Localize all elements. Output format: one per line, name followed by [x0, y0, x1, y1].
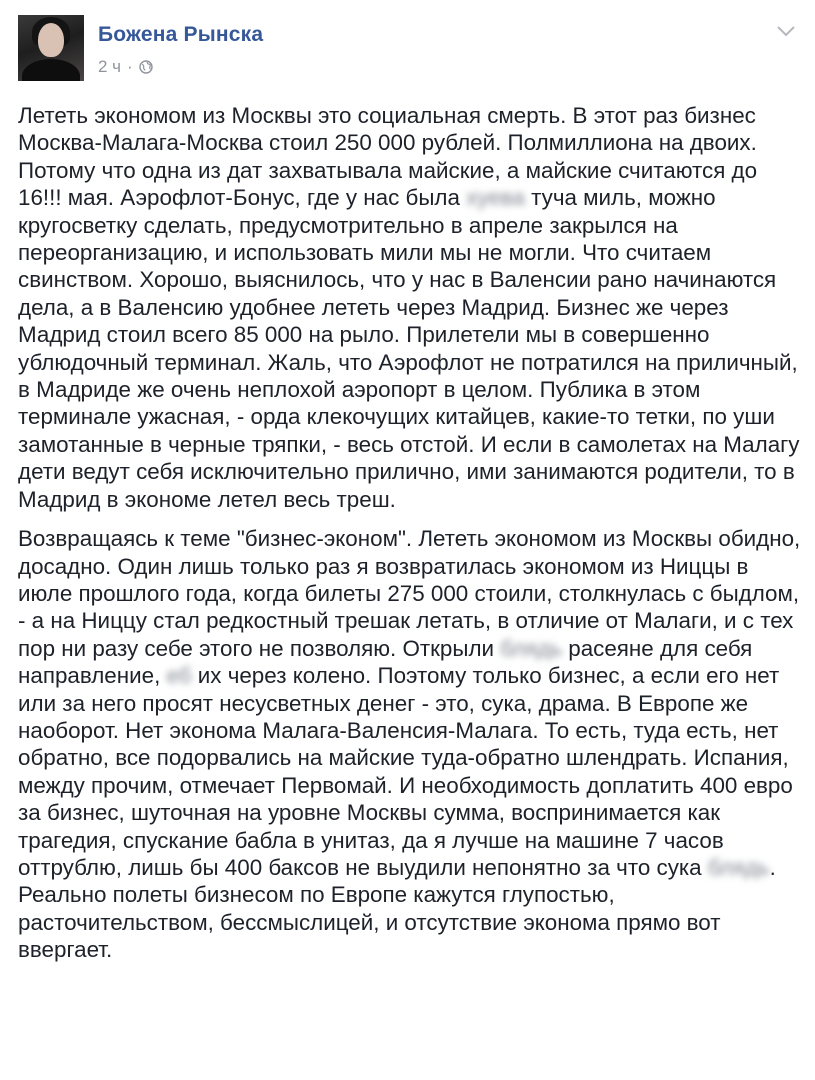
text-segment: . Реально полеты бизнесом по Европе кажутся глупостью, расточительством, бессмыслицей, и отсутствие эконома прямо вот ввергает. — [18, 854, 776, 963]
post-text — [18, 102, 803, 976]
meta-separator: · — [127, 57, 133, 76]
post-meta — [98, 57, 153, 77]
blurred-word: хуева — [466, 185, 525, 211]
post-timestamp[interactable]: 2 ч — [98, 57, 122, 76]
text-segment: их через колено. Поэтому только бизнес, а если его нет или за него просят несусветных денег - это, сука, драма. В Европе же наоборот. Нет эконома Малага-Валенсия-Малага. То есть, туда есть, нет обратно, все подорвались на майские туда-обратно шлендрать. Испания, между прочим, отмечает Первомай. И необходимость доплатить 400 евро за бизнес, шуточная на уровне Москвы сумма, воспринимается как трагедия, спускание бабла в унитаз, да я лучше на машине 7 часов оттрублю, лишь бы 400 баксов не выудили непонятно за что сука — [18, 663, 793, 880]
text-segment: туча миль, можно кругосветку сделать, предусмотрительно в апреле закрылся на переорганизацию, и использовать мили мы не могли. Что считаем свинством. Хорошо, выяснилось, что у нас в Валенсии рано начинаются дела, а в Валенсию удобнее лететь через Мадрид. Бизнес же через Мадрид стоил всего 85 000 на рыло. Прилетели мы в совершенно ублюдочный терминал. Жаль, что Аэрофлот не потратился на приличный, в Мадриде же очень неплохой аэропорт в целом. Публика в этом терминале ужасная, - орда клекочущих китайцев, какие-то тетки, по уши замотанные в черные тряпки, - весь отстой. И если в самолетах на Малагу дети ведут себя исключительно прилично, ими занимаются родители, то в Мадрид в экономе летел весь треш. — [18, 185, 800, 512]
author-name-link[interactable]: Божена Рынска — [98, 23, 264, 46]
post-paragraph — [18, 525, 803, 964]
post-paragraph — [18, 102, 803, 513]
text-segment: Лететь экономом из Москвы это социальная смерть. В этот раз бизнес Москва-Малага-Москва стоил 250 000 рублей. Полмиллиона на двоих. Потому что одна из дат захватывала майские, а майские считаются до 16!!! мая. Аэрофлот-Бонус, где у нас была — [18, 103, 758, 211]
blurred-word: блядь — [500, 635, 563, 661]
author-avatar[interactable] — [18, 15, 84, 81]
chevron-down-icon[interactable] — [775, 23, 797, 39]
avatar-face — [38, 23, 64, 57]
blurred-word: блядь — [707, 854, 770, 880]
avatar-shoulders — [22, 59, 80, 81]
blurred-word: еб — [166, 663, 192, 689]
post-header — [18, 15, 797, 87]
text-segment: расеяне для себя направление, — [18, 635, 753, 689]
globe-icon[interactable] — [139, 60, 153, 74]
text-segment: Возвращаясь к теме "бизнес-эконом". Лететь экономом из Москвы обидно, досадно. Один лишь только раз я возвратилась экономом из Ниццы в июле прошлого года, когда билеты 275 000 стоили, столкнулась с быдлом, - а на Ниццу стал редкостный трешак летать, в отличие от Малаги, и с тех пор ни разу себе этого не позволяю. Открыли — [18, 526, 801, 661]
